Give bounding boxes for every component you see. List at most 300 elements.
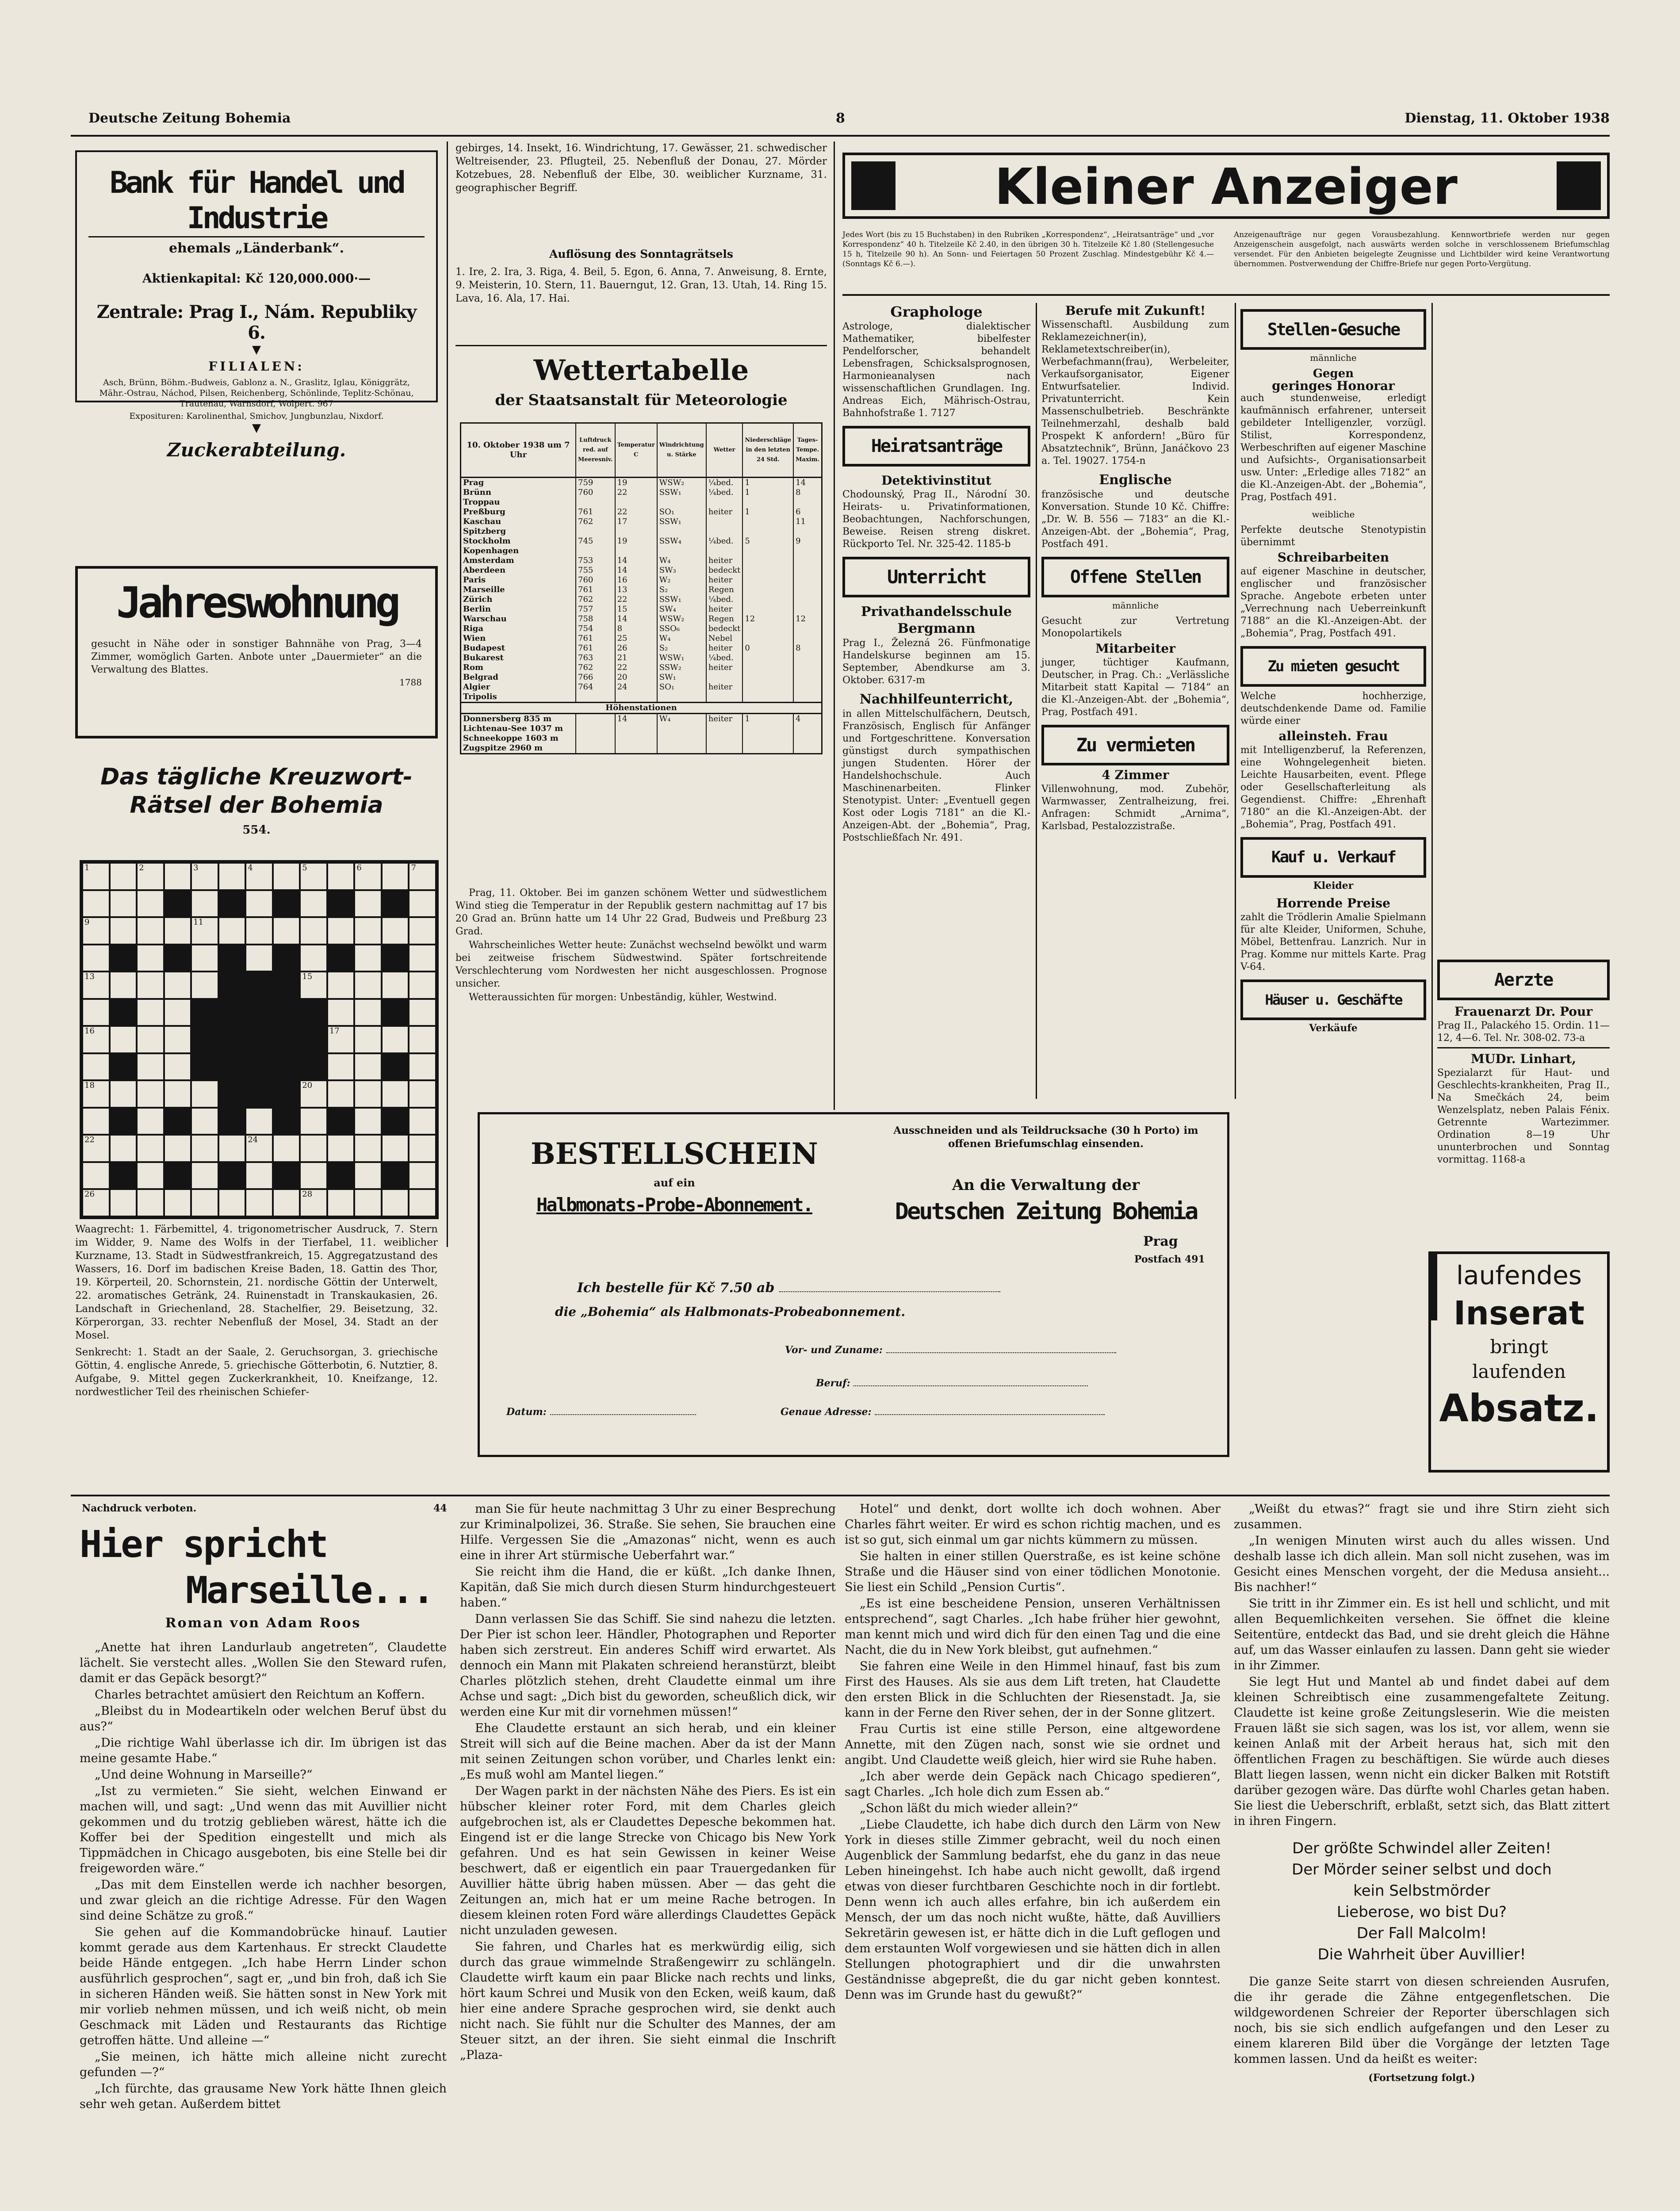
order-date-label: Datum: — [506, 1406, 547, 1418]
novel-column-3 — [845, 1501, 1221, 2004]
weather-station: Wien — [463, 634, 486, 643]
weather-cell — [615, 497, 657, 507]
crossword-cell[interactable] — [245, 1108, 273, 1135]
newspaper-name: Deutsche Zeitung Bohemia — [88, 111, 291, 126]
crossword-cell[interactable] — [164, 1135, 191, 1162]
weather-cell — [793, 604, 821, 614]
crossword-cell[interactable] — [82, 1026, 110, 1053]
weather-cell: 25 — [615, 634, 657, 643]
novel-paragraph: Dann verlassen Sie das Schiff. Sie sind nahezu die letzten. Der Pier ist schon leer. Händler, Photographen und Reporter haben sich zerstreut. Ein anderes Schiff wird erwartet. Als dennoch ein Mann mit Plakaten schreiend heranstürzt, bleibt Charles plötzlich stehen, dreht Claudette einmal um ihre Achse und sagt: „Dich bist du geworden, scheußlich dick, wir werden eine Kur mit dir vornehmen müssen!“ — [460, 1612, 836, 1719]
crossword-black-cell — [110, 1053, 137, 1081]
weather-cell — [576, 527, 615, 536]
crossword-black-cell — [245, 1080, 273, 1108]
crossword-cell[interactable] — [191, 1135, 218, 1162]
crossword-cell[interactable] — [110, 1189, 137, 1216]
crossword-cell[interactable] — [409, 999, 436, 1026]
crossword-cell[interactable] — [82, 917, 110, 945]
crossword-cell[interactable] — [382, 863, 409, 890]
weather-col-temp: Temperatur C — [615, 424, 657, 478]
weather-cell: 9 — [793, 536, 821, 546]
crossword-cell[interactable] — [110, 863, 137, 890]
crossword-cell[interactable] — [191, 1080, 218, 1108]
crossword-cell[interactable] — [354, 863, 382, 890]
ka-offene-stellen-sub: männliche — [1112, 600, 1159, 611]
crossword-cell[interactable] — [327, 1053, 355, 1081]
crossword-cell[interactable] — [137, 890, 164, 918]
weather-cell: ¼bed. — [706, 536, 743, 546]
crossword-cell[interactable] — [327, 917, 355, 945]
weather-station: Brünn — [463, 488, 491, 497]
crossword-cell[interactable] — [82, 1162, 110, 1190]
weather-cell — [793, 566, 821, 575]
crossword-cell[interactable] — [409, 1162, 436, 1190]
novel-paragraph: „Ich fürchte, das grausame New York hätte Ihnen gleich sehr weh getan. Außerdem bittet — [80, 2082, 447, 2111]
crossword-cell[interactable] — [409, 945, 436, 972]
crossword-cell[interactable] — [82, 1108, 110, 1135]
crossword-cell[interactable] — [327, 1026, 355, 1053]
weather-cell: 8 — [615, 624, 657, 634]
crossword-cell[interactable] — [164, 917, 191, 945]
weather-row — [461, 663, 821, 673]
crossword-cell[interactable] — [191, 917, 218, 945]
crossword-clue-number: 5 — [302, 863, 307, 872]
crossword-cell[interactable] — [164, 1080, 191, 1108]
weather-cell: 24 — [615, 682, 657, 692]
crossword-cell[interactable] — [354, 1135, 382, 1162]
weather-row — [461, 692, 821, 703]
header-rule — [71, 135, 1610, 137]
weather-cell: 12 — [742, 614, 793, 624]
weather-cell: 760 — [576, 575, 615, 585]
crossword-cell[interactable] — [218, 917, 246, 945]
crossword-cell[interactable] — [300, 945, 327, 972]
order-form — [478, 1112, 1229, 1457]
crossword-cell[interactable] — [218, 1189, 246, 1216]
crossword-cell[interactable] — [137, 863, 164, 890]
crossword-cell[interactable] — [110, 1080, 137, 1108]
crossword-cell[interactable] — [300, 917, 327, 945]
crossword-cell[interactable] — [137, 945, 164, 972]
crossword-cell[interactable] — [409, 917, 436, 945]
novel-paragraph: Sie fahren, und Charles hat es merkwürdig eilig, sich durch das graue wimmelnde Straßengewirr zu schlängeln. Claudette wirft kaum ein paar Blicke nach rechts und links, hört kaum Schrei und Musik von den Ecken, weiß kaum, daß hier eine andere Sprache gesprochen wird, sie denkt auch nicht nach. Sie fühlt nur die Schulter des Mannes, der am Steuer sitzt, an der ihren. Sie sieht einmal die Inschrift „Plaza- — [460, 1940, 836, 2062]
weather-row — [461, 585, 821, 595]
ka-column-3 — [1240, 303, 1426, 1034]
laufend-line2: Inserat — [1453, 1294, 1585, 1332]
crossword-cell[interactable] — [110, 917, 137, 945]
crossword-cell[interactable] — [245, 945, 273, 972]
ka-schreibarbeiten-heading: Schreibarbeiten — [1277, 550, 1389, 565]
crossword-cell[interactable] — [82, 945, 110, 972]
novel-headline-line: Der Fall Malcolm! — [1356, 1924, 1487, 1942]
weather-cell — [576, 546, 615, 556]
crossword-clue-number: 20 — [302, 1081, 313, 1090]
weather-cell: bedeckt — [706, 566, 743, 575]
weather-cell — [793, 663, 821, 673]
crossword-cell[interactable] — [300, 1080, 327, 1108]
crossword-cell[interactable] — [327, 1189, 355, 1216]
weather-cell: 14 — [615, 614, 657, 624]
order-start-field[interactable] — [779, 1291, 1000, 1292]
crossword-cell[interactable] — [354, 999, 382, 1026]
weather-header-row — [461, 424, 821, 478]
weather-cell — [576, 692, 615, 703]
crossword-cell[interactable] — [110, 1135, 137, 1162]
novel-paragraph: „Liebe Claudette, ich habe dich durch den Lärm von New York in dieses stille Zimmer gebracht, weil du noch einen Augenblick der Sammlung bedarfst, ehe du ganz in das neue Leben hineingehst. Ich habe auch nicht gewollt, daß irgend etwas von dieser furchtbaren Geschichte noch in dir fortlebt. Denn wenn ich auch alles erfahre, bin ich außerdem ein Mensch, der um das noch nicht wußte, hätte, daß Auvilliers Sekretärin gewesen ist, er hätte dich in die Luft geflogen und dem erstaunten Wolf vorgewiesen und sie hätten dich in allen Stellungen photographiert und dir die unwahrsten Geständnisse abgepreßt, die du gar nicht geben konntest. Denn was im Grunde hast du gewußt?“ — [845, 1818, 1221, 2002]
crossword-cell[interactable] — [164, 999, 191, 1026]
ka-stenotypistin-text: Perfekte deutsche Stenotypistin übernimmt — [1240, 524, 1426, 548]
weather-row — [461, 604, 821, 614]
crossword-cell[interactable] — [300, 863, 327, 890]
weather-cell: 14 — [793, 478, 821, 488]
crossword-black-cell — [273, 972, 300, 999]
crossword-cell[interactable] — [137, 999, 164, 1026]
crossword-cell[interactable] — [409, 890, 436, 918]
weather-cell — [706, 673, 743, 682]
crossword-cell[interactable] — [164, 1189, 191, 1216]
weather-cell — [793, 624, 821, 634]
crossword-black-cell — [110, 999, 137, 1026]
crossword-cell[interactable] — [82, 1053, 110, 1081]
weather-cell: 762 — [576, 663, 615, 673]
bank-branches-label: FILIALEN: — [208, 359, 305, 374]
weather-subtitle: der Staatsanstalt für Meteorologie — [495, 391, 788, 409]
jahreswohnung-title: Jahreswohnung — [116, 578, 397, 627]
weather-row — [461, 673, 821, 682]
bank-subtitle: ehemals „Länderbank“. — [168, 241, 344, 256]
weather-cell: 764 — [576, 682, 615, 692]
crossword-clue-number: 17 — [329, 1026, 340, 1036]
page-number: 8 — [836, 111, 845, 126]
crossword-cell[interactable] — [409, 1108, 436, 1135]
crossword-cell[interactable] — [409, 863, 436, 890]
weather-cell — [742, 497, 793, 507]
crossword-black-cell — [382, 1053, 409, 1081]
crossword-cell[interactable] — [409, 1053, 436, 1081]
weather-cell: Regen — [706, 585, 743, 595]
crossword-black-cell — [382, 1162, 409, 1190]
weather-cell — [615, 527, 657, 536]
novel-column-2 — [460, 1501, 836, 2064]
crossword-cell[interactable] — [273, 1135, 300, 1162]
order-date-field[interactable] — [550, 1414, 696, 1415]
crossword-cell[interactable] — [327, 1135, 355, 1162]
weather-cell — [793, 527, 821, 536]
crossword-cell[interactable] — [354, 1162, 382, 1190]
novel-paragraph: Charles betrachtet amüsiert den Reichtum an Koffern. — [95, 1688, 425, 1702]
weather-col-max: Tages-Tempe. Maxim. — [793, 424, 821, 478]
crossword-cell[interactable] — [82, 1135, 110, 1162]
weather-cell: W₂ — [657, 575, 706, 585]
novel-paragraph: „In wenigen Minuten wirst auch du alles wissen. Und deshalb lasse ich dich allein. Man soll nicht zusehen, was im Gesicht eines Menschen vorgeht, der die Medusa ansieht... Bis nachher!“ — [1234, 1534, 1610, 1594]
weather-cell — [657, 743, 706, 753]
weather-station: Zürich — [463, 595, 493, 604]
novel-headline-line: Der größte Schwindel aller Zeiten! — [1292, 1840, 1551, 1857]
weather-cell: SSW₁ — [657, 517, 706, 527]
crossword-cell[interactable] — [273, 863, 300, 890]
crossword-cell[interactable] — [409, 1026, 436, 1053]
crossword-cell[interactable] — [191, 945, 218, 972]
crossword-cell[interactable] — [300, 1162, 327, 1190]
novel-headline-line: kein Selbstmörder — [1353, 1882, 1490, 1900]
weather-cell — [742, 734, 793, 743]
novel-paragraph: Hotel“ und denkt, dort wollte ich doch wohnen. Aber Charles fährt weiter. Er wird es schon richtig machen, und es ist so gut, sich einmal um gar nichts kümmern zu müssen. — [845, 1502, 1221, 1547]
novel-installment: 44 — [433, 1503, 447, 1514]
crossword-cell[interactable] — [245, 1189, 273, 1216]
weather-mountain-row — [461, 743, 821, 753]
weather-cell — [657, 724, 706, 734]
crossword-cell[interactable] — [191, 1108, 218, 1135]
crossword-cell[interactable] — [164, 1053, 191, 1081]
crossword-cell[interactable] — [82, 863, 110, 890]
order-city: Prag — [1143, 1234, 1178, 1249]
novel-paragraph: man Sie für heute nachmittag 3 Uhr zu einer Besprechung zur Kriminalpolizei, 36. Straße. Sie sehen, Sie brauchen eine Hilfe. Vergessen Sie die „Amazonas“ nicht, wenn es auch eine in ihrer Art stürmische Ueberfahrt war.“ — [460, 1502, 836, 1562]
novel-paragraph: Sie reicht ihm die Hand, die er küßt. „Ich danke Ihnen, Kapitän, daß Sie mich durch diesen Sturm hindurchgesteuert haben.“ — [460, 1565, 836, 1610]
crossword-cell[interactable] — [273, 1189, 300, 1216]
crossword-cell[interactable] — [245, 1162, 273, 1190]
crossword-cell[interactable] — [382, 1080, 409, 1108]
crossword-cell[interactable] — [327, 863, 355, 890]
weather-cell: SSW₁ — [657, 595, 706, 604]
weather-cell — [793, 556, 821, 566]
weather-mountain-row — [461, 714, 821, 724]
weather-cell — [793, 734, 821, 743]
crossword-cell[interactable] — [273, 917, 300, 945]
crossword-cell[interactable] — [137, 1162, 164, 1190]
weather-cell — [793, 585, 821, 595]
novel-paragraph: „Ist zu vermieten.“ Sie sieht, welchen Einwand er machen will, und sagt: „Und wenn das mit Auvillier nicht gekommen und du trotzig geblieben wärest, hätte ich die Koffer bei der Spedition eingestellt und mich als Tippmädchen in Chicago ausgeboten, bis eine Stelle bei dir freigeworden wäre.“ — [80, 1784, 447, 1875]
crossword-cell[interactable] — [300, 972, 327, 999]
crossword-cell[interactable] — [164, 972, 191, 999]
crossword-cell[interactable] — [354, 1108, 382, 1135]
crossword-cell[interactable] — [137, 972, 164, 999]
crossword-black-cell — [110, 945, 137, 972]
crossword-cell[interactable] — [137, 1080, 164, 1108]
weather-row — [461, 643, 821, 653]
crossword-cell[interactable] — [137, 1135, 164, 1162]
crossword-clue-number: 13 — [84, 972, 95, 982]
weather-cell: 26 — [615, 643, 657, 653]
weather-cell — [576, 743, 615, 753]
weather-cell — [576, 497, 615, 507]
crossword-cell[interactable] — [218, 863, 246, 890]
crossword-black-cell — [218, 999, 246, 1026]
ka-linhart-heading: MUDr. Linhart, — [1471, 1052, 1576, 1066]
order-company: Deutschen Zeitung Bohemia — [895, 1198, 1197, 1225]
crossword-black-cell — [273, 999, 300, 1026]
weather-station: Kopenhagen — [463, 546, 519, 555]
crossword-cell[interactable] — [354, 972, 382, 999]
weather-cell: heiter — [706, 643, 743, 653]
crossword-cell[interactable] — [409, 1080, 436, 1108]
ka-column-4 — [1437, 960, 1610, 1167]
weather-station: Lichtenau-See 1037 m — [463, 724, 563, 733]
weather-cell: W₄ — [657, 634, 706, 643]
weather-cell — [742, 604, 793, 614]
crossword-cell[interactable] — [191, 1162, 218, 1190]
ka-frauenarzt-heading: Frauenarzt Dr. Pour — [1454, 1004, 1593, 1019]
weather-cell: WSW₁ — [657, 653, 706, 663]
crossword-cell[interactable] — [354, 917, 382, 945]
crossword-cell[interactable] — [82, 1080, 110, 1108]
weather-row — [461, 517, 821, 527]
weather-cell: S₂ — [657, 643, 706, 653]
page-header — [88, 111, 1610, 130]
crossword-cell[interactable] — [164, 1026, 191, 1053]
order-date-row — [506, 1406, 696, 1418]
crossword-clue-number: 11 — [193, 918, 204, 927]
weather-station: Rom — [463, 663, 484, 672]
crossword-cell[interactable] — [382, 1026, 409, 1053]
crossword-cell[interactable] — [245, 1135, 273, 1162]
crossword-cell[interactable] — [164, 863, 191, 890]
weather-cell: 22 — [615, 488, 657, 497]
crossword-clue-number: 28 — [302, 1190, 313, 1199]
ka-mitarbeiter-heading: Mitarbeiter — [1095, 641, 1175, 656]
weather-cell: 745 — [576, 536, 615, 546]
weather-station: Zugspitze 2960 m — [463, 743, 543, 753]
crossword-cell[interactable] — [354, 945, 382, 972]
novel-paragraph: Sie halten in einer stillen Querstraße, es ist keine schöne Straße und die Häuser sind von einer tödlichen Monotonie. Sie liest ein Schild „Pension Curtis“. — [845, 1549, 1221, 1594]
crossword-cell[interactable] — [327, 972, 355, 999]
weather-station: Troppau — [463, 497, 500, 507]
crossword-cell[interactable] — [354, 1026, 382, 1053]
ka-column-1 — [842, 303, 1030, 845]
order-name-field[interactable] — [886, 1352, 1116, 1353]
laufend-line3: bringt — [1490, 1336, 1548, 1358]
crossword-cell[interactable] — [82, 1189, 110, 1216]
crossword-cell[interactable] — [82, 972, 110, 999]
crossword-black-cell — [273, 1080, 300, 1108]
weather-cell: 19 — [615, 478, 657, 488]
weather-cell: SW₄ — [657, 604, 706, 614]
crossword-cell[interactable] — [300, 1135, 327, 1162]
order-address-field[interactable] — [875, 1414, 1105, 1415]
weather-cell: WSW₂ — [657, 478, 706, 488]
novel-paragraph: Der Wagen parkt in der nächsten Nähe des Piers. Es ist ein hübscher kleiner roter Ford, mit dem Charles gleich aufgebrochen ist, als er Claudettes Depesche bekommen hat. Eingend ist er die lange Strecke von Chicago bis New York gefahren. Und es hat sein Gewissen in keiner Weise beschwert, daß er eigentlich ein paar Trauergedanken für Auvillier hätte übrig haben müssen. Aber — das geht die Zeitungen an, mich hat er um meine Rache betrogen. In diesem kleinen roten Ford wäre allerdings Claudettes Gepäck nicht unzuladen gewesen. — [460, 1784, 836, 1937]
order-address-label: Genaue Adresse: — [781, 1406, 872, 1418]
weather-cell — [793, 724, 821, 734]
novel-title-2: Marseille... — [186, 1568, 433, 1612]
crossword-cell[interactable] — [191, 890, 218, 918]
novel-top-rule — [71, 1495, 1610, 1496]
weather-station: Warschau — [463, 614, 507, 624]
ka-preise-heading: Horrende Preise — [1276, 896, 1390, 910]
crossword-cell[interactable] — [137, 917, 164, 945]
crossword-cell[interactable] — [245, 863, 273, 890]
crossword-black-cell — [273, 1162, 300, 1190]
crossword-black-cell — [300, 1026, 327, 1053]
weather-cell — [742, 566, 793, 575]
order-job-field[interactable] — [853, 1385, 1088, 1386]
laufend-line4: laufenden — [1472, 1361, 1566, 1382]
crossword-cell[interactable] — [354, 1053, 382, 1081]
weather-station: Schneekoppe 1603 m — [463, 734, 559, 743]
crossword-black-cell — [110, 1108, 137, 1135]
crossword-cell[interactable] — [300, 1189, 327, 1216]
weather-cell: 762 — [576, 595, 615, 604]
crossword-cell[interactable] — [409, 1135, 436, 1162]
order-name-label: Vor- und Zuname: — [785, 1344, 883, 1356]
weather-row — [461, 575, 821, 585]
crossword-clue-number: 18 — [84, 1081, 95, 1090]
crossword-cell[interactable] — [300, 1108, 327, 1135]
crossword-black-cell — [191, 1026, 218, 1053]
crossword-black-cell — [218, 1026, 246, 1053]
bank-capital: Aktienkapital: Kč 120,000.000·— — [142, 271, 371, 286]
crossword-black-cell — [327, 945, 355, 972]
weather-date-header: 10. Oktober 1938 um 7 Uhr — [461, 424, 576, 478]
weather-cell: 15 — [615, 604, 657, 614]
crossword-cell[interactable] — [137, 1053, 164, 1081]
crossword-cell[interactable] — [354, 1080, 382, 1108]
crossword-cell[interactable] — [327, 999, 355, 1026]
crossword-cell[interactable] — [382, 917, 409, 945]
weather-cell: WSW₂ — [657, 614, 706, 624]
weather-station: Belgrad — [463, 673, 498, 682]
bank-footer: Zuckerabteilung. — [167, 439, 346, 461]
crossword-cell[interactable] — [218, 1135, 246, 1162]
crossword-cell[interactable] — [409, 972, 436, 999]
weather-cell — [742, 527, 793, 536]
crossword-cell[interactable] — [110, 1026, 137, 1053]
ka-graphologe-text: Astrologe, dialektischer Mathematiker, bibelfester Pendelforscher, behandelt Lebensfragen, Schicksalsprognosen, Harmonieanalysen nach wissenschaftlichen Grundlagen. Ing. Andreas Eich, Mährisch-Ostrau, Bahnhofstraße 1. 7127 — [842, 321, 1030, 419]
crossword-clue-number: 1 — [84, 863, 90, 872]
crossword-cell[interactable] — [191, 1189, 218, 1216]
order-job-label: Beruf: — [816, 1377, 850, 1389]
crossword-cell[interactable] — [354, 890, 382, 918]
crossword-black-cell — [273, 890, 300, 918]
crossword-black-cell — [245, 972, 273, 999]
laufend-line5: Absatz. — [1439, 1386, 1599, 1431]
crossword-cell[interactable] — [245, 890, 273, 918]
column-rule — [447, 142, 448, 1247]
crossword-cell[interactable] — [110, 972, 137, 999]
crossword-cell[interactable] — [137, 1189, 164, 1216]
crossword-cell[interactable] — [382, 972, 409, 999]
kleiner-anzeiger-title: Kleiner Anzeiger — [995, 158, 1458, 216]
crossword-black-cell — [273, 1053, 300, 1081]
novel-column-1 — [80, 1521, 447, 2113]
crossword-cell[interactable] — [191, 972, 218, 999]
crossword-black-cell — [382, 945, 409, 972]
crossword-cell[interactable] — [82, 890, 110, 918]
crossword-cell[interactable] — [409, 1189, 436, 1216]
crossword-cell[interactable] — [327, 1080, 355, 1108]
crossword-cell[interactable] — [382, 1189, 409, 1216]
crossword-cell[interactable] — [300, 890, 327, 918]
novel-paragraph: Ehe Claudette erstaunt an sich herab, und ein kleiner Streit will sich auf die Beine machen. Aber da ist der Mann mit seinen Zeitungen schon vorüber, und Charles lenkt ein: „Es muß wohl am Mantel liegen.“ — [460, 1721, 836, 1782]
weather-row — [461, 536, 821, 546]
crossword-cell[interactable] — [354, 1189, 382, 1216]
crossword-cell[interactable] — [191, 863, 218, 890]
crossword-clue-number: 9 — [84, 918, 90, 927]
crossword-black-cell — [382, 890, 409, 918]
crossword-cell[interactable] — [137, 1026, 164, 1053]
crossword-cell[interactable] — [82, 999, 110, 1026]
ka-detektiv-heading: Detektivinstitut — [881, 473, 991, 488]
crossword-black-cell — [218, 890, 246, 918]
novel-title-1: Hier spricht — [80, 1522, 327, 1566]
crossword-cell[interactable] — [382, 1135, 409, 1162]
crossword-continued: gebirges, 14. Insekt, 16. Windrichtung, 17. Gewässer, 21. schwedischer Weltreisender, 23. Pflugteil, 25. Nebenfluß der Donau, 27. Mörder Kotzebues, 28. Nebenfluß der Elbe, 30. weiblicher Kurzname, 31. geographischer Begriff. — [455, 142, 827, 194]
crossword-cell[interactable] — [245, 917, 273, 945]
weather-cell — [706, 724, 743, 734]
crossword-clue-number: 6 — [356, 863, 362, 872]
crossword-cell[interactable] — [110, 890, 137, 918]
weather-cell — [576, 734, 615, 743]
weather-row — [461, 614, 821, 624]
crossword-cell[interactable] — [137, 1108, 164, 1135]
